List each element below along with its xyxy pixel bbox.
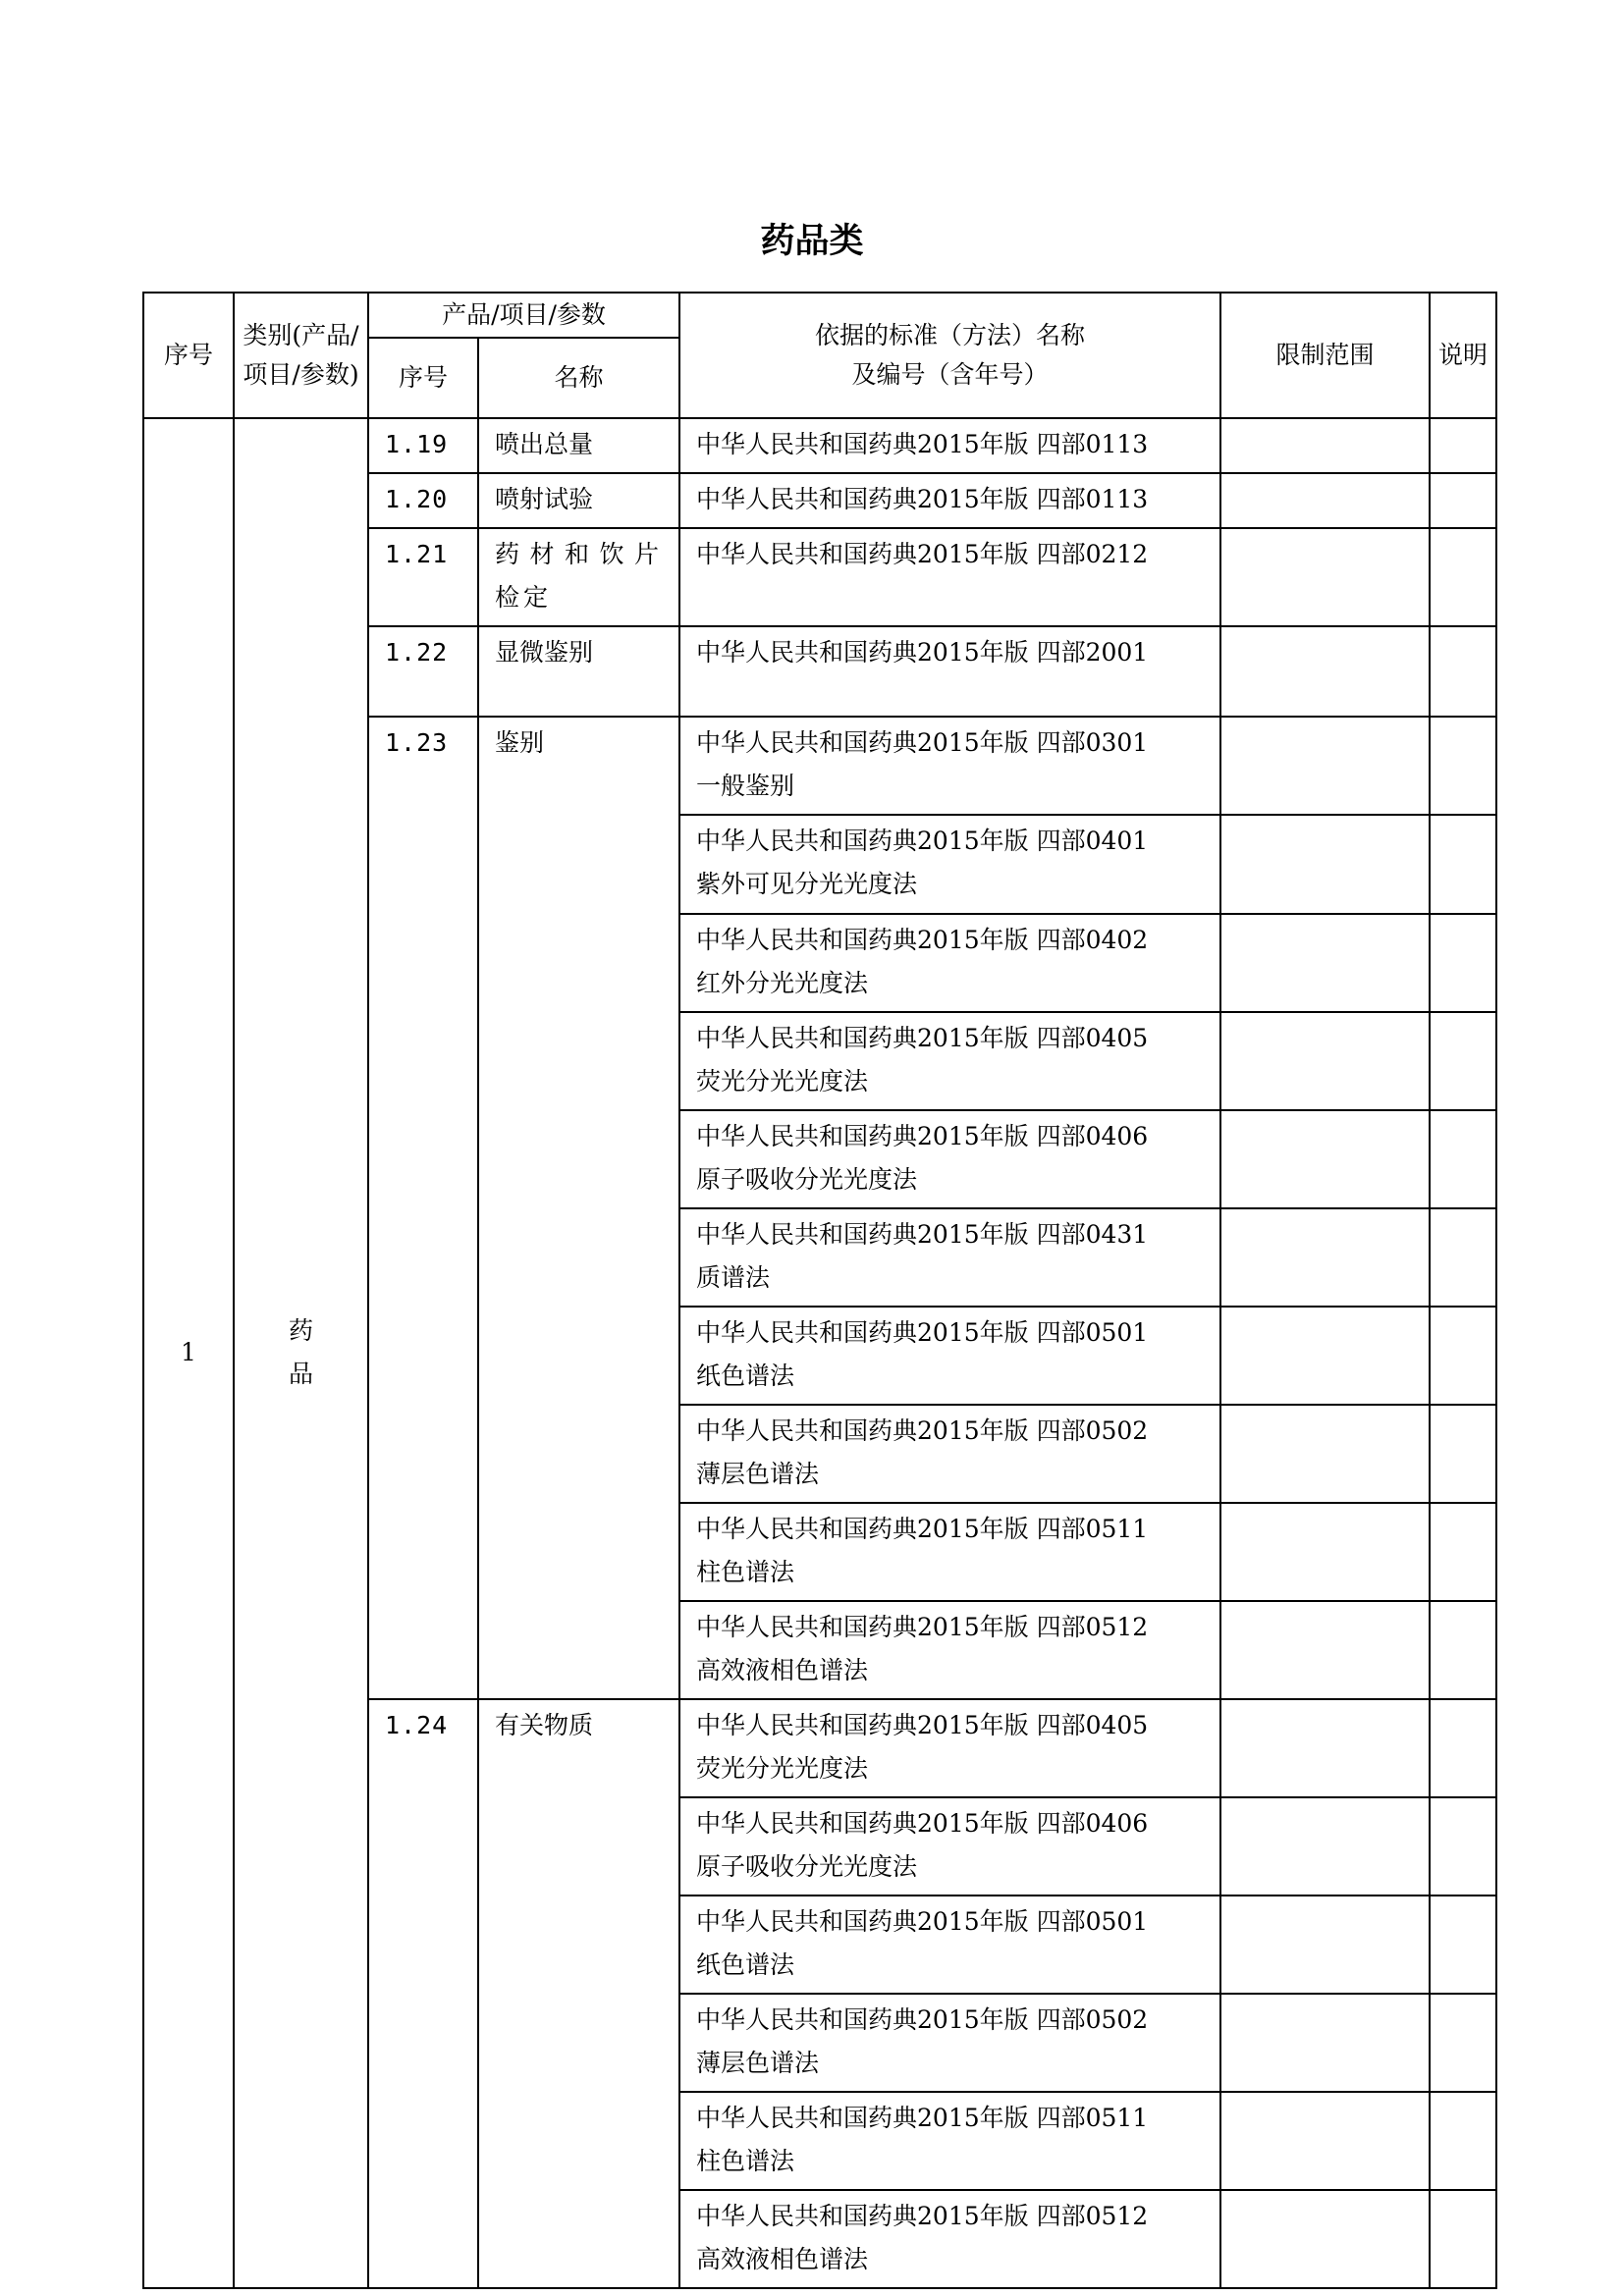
row-limit bbox=[1220, 914, 1430, 1012]
standard-code: 中华人民共和国药典2015年版 四部0502 bbox=[696, 1416, 1149, 1445]
row-standard bbox=[679, 1405, 1220, 1503]
header-standard-line1: 依据的标准（方法）名称 bbox=[815, 321, 1086, 349]
standard-code: 中华人民共和国药典2015年版 四部0402 bbox=[696, 926, 1149, 954]
standard-code: 中华人民共和国药典2015年版 四部0401 bbox=[696, 827, 1149, 855]
row-limit bbox=[1220, 528, 1430, 626]
row-name: 喷出总量 bbox=[478, 418, 679, 473]
row-limit bbox=[1220, 815, 1430, 914]
standard-method: 红外分光光度法 bbox=[696, 969, 869, 997]
row-note bbox=[1430, 528, 1496, 626]
standard-method: 高效液相色谱法 bbox=[696, 1656, 869, 1684]
row-name: 有关物质 bbox=[478, 1699, 679, 2288]
row-note bbox=[1430, 1896, 1496, 1994]
group-category bbox=[234, 418, 368, 2288]
row-note bbox=[1430, 418, 1496, 473]
row-limit bbox=[1220, 717, 1430, 815]
row-limit bbox=[1220, 1797, 1430, 1896]
row-standard bbox=[679, 914, 1220, 1012]
row-name: 喷射试验 bbox=[478, 473, 679, 528]
row-note bbox=[1430, 1994, 1496, 2092]
standard-code: 中华人民共和国药典2015年版 四部0502 bbox=[696, 2005, 1149, 2034]
standard-method: 柱色谱法 bbox=[696, 2147, 795, 2175]
row-note bbox=[1430, 717, 1496, 815]
row-standard bbox=[679, 1896, 1220, 1994]
row-limit bbox=[1220, 2190, 1430, 2288]
standard-method: 薄层色谱法 bbox=[696, 2049, 820, 2077]
row-note bbox=[1430, 1699, 1496, 1797]
standard-method: 紫外可见分光光度法 bbox=[696, 870, 918, 898]
row-limit bbox=[1220, 418, 1430, 473]
row-standard bbox=[679, 1699, 1220, 1797]
row-standard bbox=[679, 1503, 1220, 1601]
standard-method: 一般鉴别 bbox=[696, 772, 795, 800]
header-note: 说明 bbox=[1430, 293, 1496, 418]
row-standard: 中华人民共和国药典2015年版 四部2001 bbox=[679, 626, 1220, 717]
row-note bbox=[1430, 1405, 1496, 1503]
row-limit bbox=[1220, 2092, 1430, 2190]
row-standard bbox=[679, 1110, 1220, 1208]
row-limit bbox=[1220, 1405, 1430, 1503]
row-note bbox=[1430, 2092, 1496, 2190]
row-standard bbox=[679, 1601, 1220, 1699]
header-standard-line2: 及编号（含年号） bbox=[851, 360, 1049, 389]
standard-code: 中华人民共和国药典2015年版 四部0501 bbox=[696, 1318, 1149, 1347]
row-note bbox=[1430, 1503, 1496, 1601]
header-category: 类别(产品/项目/参数) bbox=[234, 293, 368, 418]
row-sub-seq: 1.20 bbox=[368, 473, 478, 528]
standard-code: 中华人民共和国药典2015年版 四部0406 bbox=[696, 1809, 1149, 1838]
standard-method: 高效液相色谱法 bbox=[696, 2245, 869, 2273]
standard-method: 原子吸收分光光度法 bbox=[696, 1165, 918, 1194]
row-note bbox=[1430, 2190, 1496, 2288]
row-limit bbox=[1220, 1503, 1430, 1601]
row-name: 药材和饮片检定 bbox=[478, 528, 679, 626]
header-standard bbox=[679, 293, 1220, 418]
row-sub-seq: 1.24 bbox=[368, 1699, 478, 2288]
category-char-2: 品 bbox=[288, 1359, 313, 1388]
standard-code: 中华人民共和国药典2015年版 四部0512 bbox=[696, 1613, 1149, 1641]
standard-code: 中华人民共和国药典2015年版 四部0511 bbox=[696, 2104, 1149, 2132]
header-limit: 限制范围 bbox=[1220, 293, 1430, 418]
row-standard bbox=[679, 717, 1220, 815]
row-note bbox=[1430, 1307, 1496, 1405]
standard-method: 原子吸收分光光度法 bbox=[696, 1852, 918, 1881]
page-title: 药品类 bbox=[760, 222, 864, 261]
standard-code: 中华人民共和国药典2015年版 四部0405 bbox=[696, 1711, 1149, 1739]
standard-code: 中华人民共和国药典2015年版 四部0406 bbox=[696, 1122, 1149, 1150]
header-name: 名称 bbox=[478, 338, 679, 418]
row-note bbox=[1430, 1012, 1496, 1110]
row-standard bbox=[679, 1307, 1220, 1405]
row-sub-seq: 1.23 bbox=[368, 717, 478, 1699]
row-standard: 中华人民共和国药典2015年版 四部0113 bbox=[679, 418, 1220, 473]
header-seq: 序号 bbox=[143, 293, 234, 418]
row-standard bbox=[679, 1208, 1220, 1307]
row-note bbox=[1430, 914, 1496, 1012]
row-limit bbox=[1220, 1994, 1430, 2092]
standard-code: 中华人民共和国药典2015年版 四部0501 bbox=[696, 1907, 1149, 1936]
row-name: 鉴别 bbox=[478, 717, 679, 1699]
row-name: 显微鉴别 bbox=[478, 626, 679, 717]
row-standard bbox=[679, 1994, 1220, 2092]
row-note bbox=[1430, 473, 1496, 528]
standard-method: 荧光分光光度法 bbox=[696, 1067, 869, 1095]
standard-code: 中华人民共和国药典2015年版 四部0511 bbox=[696, 1515, 1149, 1543]
standard-method: 柱色谱法 bbox=[696, 1558, 795, 1586]
row-limit bbox=[1220, 1012, 1430, 1110]
header-sub-seq: 序号 bbox=[368, 338, 478, 418]
row-note bbox=[1430, 626, 1496, 717]
standard-code: 中华人民共和国药典2015年版 四部0431 bbox=[696, 1220, 1149, 1249]
row-standard bbox=[679, 815, 1220, 914]
header-product-group: 产品/项目/参数 bbox=[368, 293, 679, 338]
group-seq: 1 bbox=[143, 418, 234, 2288]
table-row bbox=[143, 418, 1496, 473]
row-limit bbox=[1220, 1307, 1430, 1405]
row-standard bbox=[679, 2092, 1220, 2190]
row-note bbox=[1430, 1797, 1496, 1896]
row-standard: 中华人民共和国药典2015年版 四部0212 bbox=[679, 528, 1220, 626]
row-note bbox=[1430, 1110, 1496, 1208]
row-limit bbox=[1220, 473, 1430, 528]
row-limit bbox=[1220, 1110, 1430, 1208]
row-limit bbox=[1220, 626, 1430, 717]
row-standard bbox=[679, 2190, 1220, 2288]
row-limit bbox=[1220, 1601, 1430, 1699]
standard-method: 质谱法 bbox=[696, 1263, 771, 1292]
standards-table bbox=[142, 292, 1497, 2289]
row-note bbox=[1430, 1208, 1496, 1307]
category-char-1: 药 bbox=[288, 1315, 313, 1345]
row-note bbox=[1430, 1601, 1496, 1699]
standard-code: 中华人民共和国药典2015年版 四部0405 bbox=[696, 1024, 1149, 1052]
row-sub-seq: 1.22 bbox=[368, 626, 478, 717]
row-sub-seq: 1.21 bbox=[368, 528, 478, 626]
row-limit bbox=[1220, 1896, 1430, 1994]
row-standard bbox=[679, 1797, 1220, 1896]
row-standard bbox=[679, 1012, 1220, 1110]
row-limit bbox=[1220, 1208, 1430, 1307]
standard-method: 纸色谱法 bbox=[696, 1362, 795, 1390]
row-sub-seq: 1.19 bbox=[368, 418, 478, 473]
row-standard: 中华人民共和国药典2015年版 四部0113 bbox=[679, 473, 1220, 528]
standard-code: 中华人民共和国药典2015年版 四部0301 bbox=[696, 728, 1149, 757]
row-note bbox=[1430, 815, 1496, 914]
standard-method: 纸色谱法 bbox=[696, 1950, 795, 1979]
row-limit bbox=[1220, 1699, 1430, 1797]
standard-code: 中华人民共和国药典2015年版 四部0512 bbox=[696, 2202, 1149, 2230]
standard-method: 薄层色谱法 bbox=[696, 1460, 820, 1488]
standard-method: 荧光分光光度法 bbox=[696, 1754, 869, 1783]
